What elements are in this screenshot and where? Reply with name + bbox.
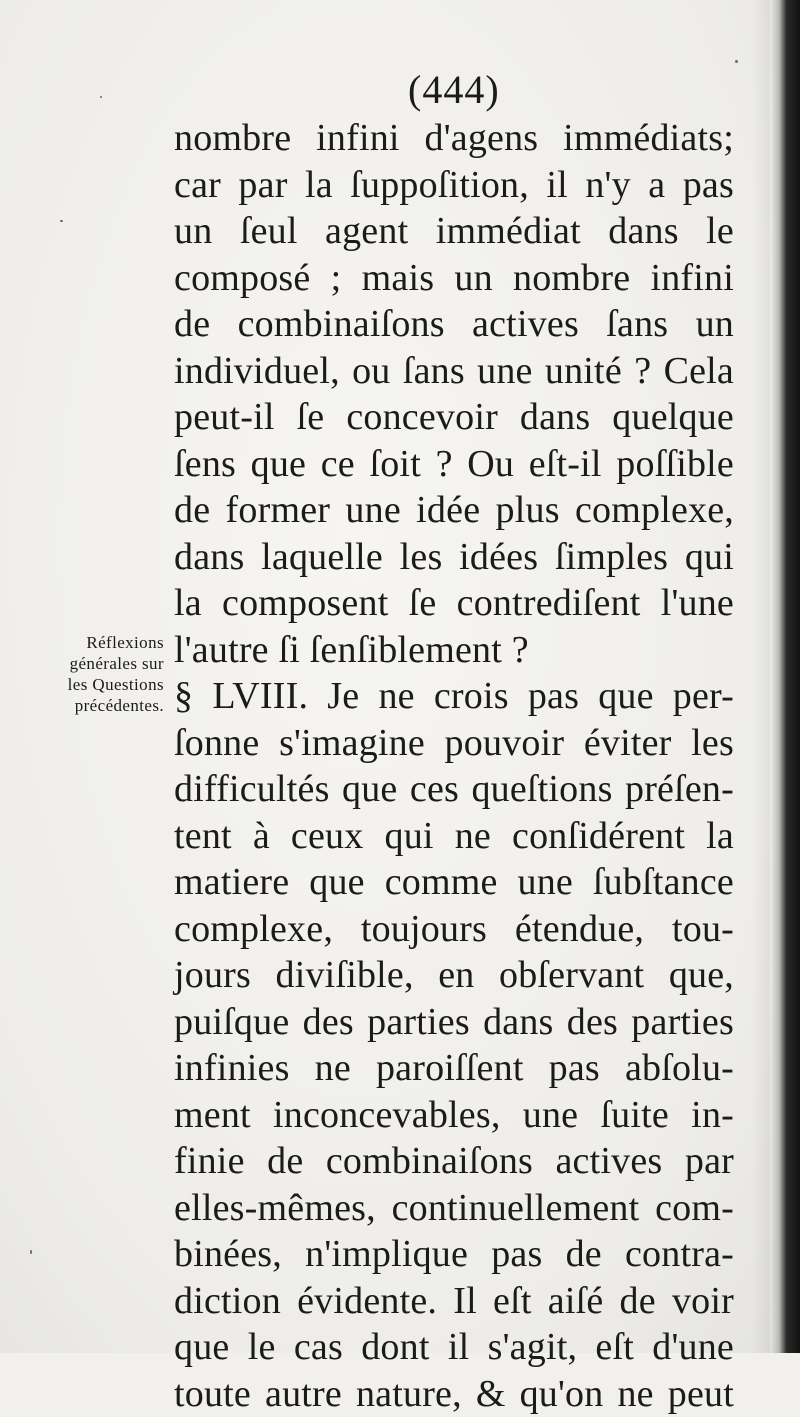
text-line: diction évidente. Il eſt aiſé de voir bbox=[174, 1278, 734, 1325]
text-line: la composent ſe contrediſent l'une bbox=[174, 580, 734, 627]
text-line: ment inconcevables, une ſuite in- bbox=[174, 1092, 734, 1139]
text-line: puiſque des parties dans des parties bbox=[174, 999, 734, 1046]
paper-speck bbox=[100, 96, 102, 98]
margin-note bbox=[0, 632, 164, 716]
text-line: que le cas dont il s'agit, eſt d'une bbox=[174, 1324, 734, 1371]
text-line: tent à ceux qui ne conſidérent la bbox=[174, 813, 734, 860]
text-line: de combinaiſons actives ſans un bbox=[174, 301, 734, 348]
margin-note-line: Réflexions bbox=[0, 632, 164, 653]
text-line: matiere que comme une ſubſtance bbox=[174, 859, 734, 906]
text-line: nombre infini d'agens immédiats; bbox=[174, 115, 734, 162]
body-text bbox=[174, 115, 734, 1417]
text-line: individuel, ou ſans une unité ? Cela bbox=[174, 348, 734, 395]
margin-note-line: précédentes. bbox=[0, 695, 164, 716]
text-line: complexe, toujours étendue, tou- bbox=[174, 906, 734, 953]
text-line: § LVIII. Je ne crois pas que per- bbox=[174, 673, 734, 720]
page-gutter-shadow bbox=[752, 0, 770, 1353]
margin-note-line: les Questions bbox=[0, 674, 164, 695]
paper-speck bbox=[735, 60, 738, 63]
text-line: finie de combinaiſons actives par bbox=[174, 1138, 734, 1185]
text-line: infinies ne paroiſſent pas abſolu- bbox=[174, 1045, 734, 1092]
page-edge bbox=[770, 0, 800, 1353]
text-line: l'autre ſi ſenſiblement ? bbox=[174, 627, 734, 674]
text-line: difficultés que ces queſtions préſen- bbox=[174, 766, 734, 813]
margin-note-line: générales sur bbox=[0, 653, 164, 674]
paper-speck bbox=[60, 220, 63, 222]
text-line: dans laquelle les idées ſimples qui bbox=[174, 534, 734, 581]
text-line: composé ; mais un nombre infini bbox=[174, 255, 734, 302]
text-line: ſens que ce ſoit ? Ou eſt-il poſſible bbox=[174, 441, 734, 488]
paper-speck bbox=[30, 1250, 32, 1254]
text-line: toute autre nature, & qu'on ne peut bbox=[174, 1371, 734, 1417]
text-line: peut-il ſe concevoir dans quelque bbox=[174, 394, 734, 441]
text-line: jours diviſible, en obſervant que, bbox=[174, 952, 734, 999]
text-line: binées, n'implique pas de contra- bbox=[174, 1231, 734, 1278]
text-line: un ſeul agent immédiat dans le bbox=[174, 208, 734, 255]
text-line: elles-mêmes, continuellement com- bbox=[174, 1185, 734, 1232]
text-line: de former une idée plus complexe, bbox=[174, 487, 734, 534]
page-number: (444) bbox=[408, 66, 500, 114]
text-line: ſonne s'imagine pouvoir éviter les bbox=[174, 720, 734, 767]
text-line: car par la ſuppoſition, il n'y a pas bbox=[174, 162, 734, 209]
